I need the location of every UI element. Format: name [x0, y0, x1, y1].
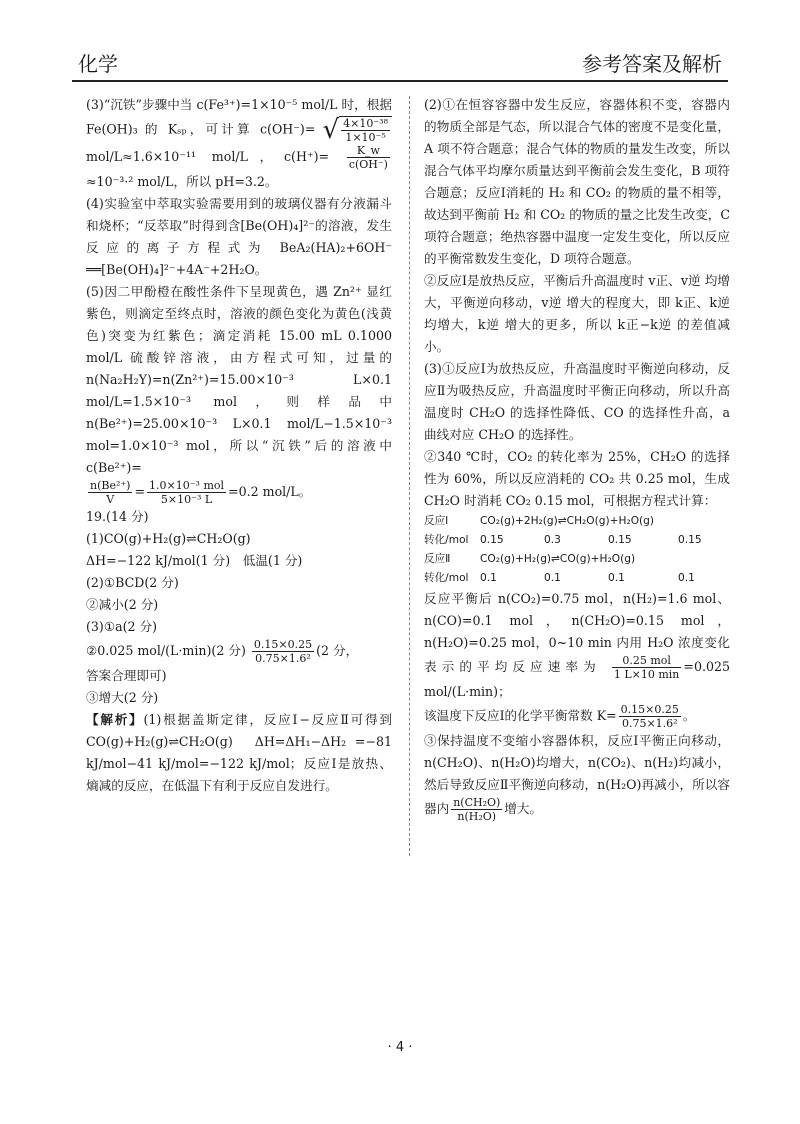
- answer-19-3b: [86, 638, 392, 665]
- table-cell: 0.15: [608, 534, 632, 546]
- text: (5)因二甲酚橙在酸性条件下呈现黄色，遇 Zn²⁺ 显红紫色，则滴定至终点时，溶液的颜色变化为黄色(浅黄色)突变为红紫色；滴定消耗 15.00 mL 0.1000 mol/L 硫酸锌溶液，由方程式可知，过量的 n(Na₂H₂Y)=n(Zn²⁺)=15.00×10⁻³ L×0.1 mol/L=1.5×10⁻³ mol，则样品中 n(Be²⁺)=25.00×10⁻³ L×0.1 mol/L−1.5×10⁻³ mol=1.0×10⁻³ mol，所以“沉铁”后的溶液中 c(Be²⁺)=: [86, 284, 392, 475]
- reaction-table: [424, 512, 730, 588]
- text: ③保持温度不变缩小容器体积，反应Ⅰ平衡正向移动，n(CH₂O)、n(H₂O)均增大，n(CO₂)、n(H₂)均减小，然后导致反应Ⅱ平衡逆向移动，n(H₂O)再减小，所以容器内: [424, 733, 730, 816]
- fraction-denominator: 1 L×10 min: [613, 668, 680, 681]
- table-cell: 转化/mol: [424, 534, 469, 546]
- fraction-numerator: K_w: [347, 144, 390, 158]
- table-cell: 0.1: [678, 572, 695, 584]
- column-divider: [409, 96, 410, 856]
- text: ②0.025 mol/(L·min)(2 分): [86, 643, 246, 658]
- question-19-heading: 19.(14 分): [86, 509, 149, 524]
- fraction-denominator: V: [106, 493, 115, 506]
- fraction-denominator: 0.75×1.6²: [255, 652, 311, 665]
- text: mol/L≈1.6×10⁻¹¹ mol/L，c(H⁺)=: [86, 149, 330, 164]
- text: 反应平衡后 n(CO₂)=0.75 mol，n(H₂)=1.6 mol、n(CO)=0.1 mol，n(CH₂O)=0.15 mol，n(H₂O)=0.25 mol，0~10 min 内用 H₂O 浓度变化表示的平均反应速率为: [424, 591, 730, 674]
- table-cell: 反应Ⅱ: [424, 553, 451, 565]
- text: 增大。: [504, 801, 543, 816]
- answer-19-2: (2)①BCD(2 分): [86, 575, 179, 590]
- fraction-numerator: 1.0×10⁻³ mol: [149, 479, 225, 492]
- explanation-3-2-cont: [424, 588, 730, 703]
- sqrt-icon: √: [322, 115, 340, 145]
- table-cell: 0.1: [480, 572, 497, 584]
- explanation: [86, 709, 392, 797]
- sqrt-expression: [323, 116, 392, 144]
- table-row: [424, 512, 730, 531]
- answer-19-1b: ΔH=−122 kJ/mol(1 分) 低温(1 分): [86, 553, 303, 568]
- text: =0.2 mol/L。: [228, 484, 312, 499]
- explanation-2-2: ②反应Ⅰ是放热反应，平衡后升高温度时 v正、v逆 均增大，平衡逆向移动，v逆 增大的程度大，即 k正、k逆 均增大，k逆 增大的更多，所以 k正−k逆 的差值减小。: [424, 273, 730, 354]
- explanation-2-1: (2)①在恒容容器中发生反应，容器体积不变，容器内的物质全部是气态，所以混合气体的密度不是变化量，A 项不符合题意；混合气体的物质的量发生改变，所以混合气体平均摩尔质量达到平衡前会发生变化，B 项符合题意；反应Ⅰ消耗的 H₂ 和 CO₂ 的物质的量不相等，故达到平衡前 H₂ 和 CO₂ 的物质的量之比发生改变，C 项符合题意；绝热容器中温度一定发生变化，所以反应的平衡常数发生变化，D 项符合题意。: [424, 97, 730, 266]
- table-cell: 反应Ⅰ: [424, 515, 449, 527]
- text: 。: [682, 708, 696, 723]
- fraction-denominator: n(H₂O): [457, 810, 497, 823]
- answer-19-2b: ②减小(2 分): [86, 597, 159, 612]
- header-title: 参考答案及解析: [582, 52, 722, 76]
- text: (2 分，: [316, 643, 359, 658]
- text: (3)“沉铁”步骤中当 c(Fe³⁺)=1×10⁻⁵ mol/L 时，根据 Fe(OH)₃ 的 Kₛₚ，可计算 c(OH⁻)=: [86, 97, 392, 137]
- right-column: [424, 94, 730, 823]
- table-cell: 0.15: [678, 534, 702, 546]
- equilibrium-constant: [424, 703, 730, 730]
- fraction-numerator: 4×10⁻³⁸: [343, 117, 388, 130]
- answer-19-3b-note: 答案合理即可): [86, 668, 167, 683]
- fraction-denominator: c(OH⁻): [348, 158, 388, 171]
- left-column: [86, 94, 392, 797]
- table-cell: CO₂(g)+2H₂(g)⇌CH₂O(g)+H₂O(g): [480, 515, 655, 527]
- table-cell: 0.1: [608, 572, 625, 584]
- fraction-denominator: 5×10⁻³ L: [160, 493, 213, 506]
- fraction-numerator: 0.15×0.25: [620, 703, 679, 716]
- answer-part-3: [86, 94, 392, 193]
- table-row: [424, 531, 730, 550]
- answer-19-3: (3)①a(2 分): [86, 619, 158, 634]
- table-cell: 0.1: [544, 572, 561, 584]
- header-rule: [72, 80, 728, 82]
- text: 该温度下反应Ⅰ的化学平衡常数 K=: [424, 708, 617, 723]
- text: ≈10⁻³·² mol/L，所以 pH=3.2。: [86, 174, 278, 189]
- answer-part-4: (4)实验室中萃取实验需要用到的玻璃仪器有分液漏斗和烧杯；“反萃取”时得到含[Be(OH)₄]²⁻的溶液，发生反应的离子方程式为 BeA₂(HA)₂+6OH⁻ ══[Be(OH)₄]²⁻+4A⁻+2H₂O。: [86, 196, 392, 277]
- fraction-denominator: 1×10⁻⁵: [345, 131, 386, 144]
- explanation-tag: 【解析】: [86, 712, 144, 727]
- page-number: · 4 ·: [387, 1040, 413, 1055]
- answer-19-1: (1)CO(g)+H₂(g)⇌CH₂O(g): [86, 531, 251, 546]
- answer-part-5: (5)因二甲酚橙在酸性条件下呈现黄色，遇 Zn²⁺ 显红紫色，则滴定至终点时，溶液的颜色变化为黄色(浅黄色)突变为红紫色；滴定消耗 15.00 mL 0.1000 mol/L 硫酸锌溶液，由方程式可知，过量的 n(Na₂H₂Y)=n(Zn²⁺)=15.00×10⁻³ L×0.1 mol/L=1.5×10⁻³ mol，则样品中 n(Be²⁺)=25.00×10⁻³ L×0.1 mol/L−1.5×10⁻³ mol=1.0×10⁻³ mol，所以“沉铁”后的溶液中 c(Be²⁺)= $\frac{\text{n(Be²⁺)}}{V}$ = $\frac{\text{1.0×10⁻³ mol}}{\text{5×10⁻³ L}}$ =0.2 mol/L。: [86, 284, 392, 506]
- answer-19-3c: ③增大(2 分): [86, 690, 159, 705]
- explanation-3-2: ②340 ℃时，CO₂ 的转化率为 25%，CH₂O 的选择性为 60%，所以反应消耗的 CO₂ 共 0.25 mol，生成 CH₂O 时消耗 CO₂ 0.15 mol，可根据方程式计算：: [424, 449, 730, 508]
- explanation-3-1: (3)①反应Ⅰ为放热反应，升高温度时平衡逆向移动，反应Ⅱ为吸热反应，升高温度时平衡正向移动，所以升高温度时 CH₂O 的选择性降低、CO 的选择性升高，a 曲线对应 CH₂O 的选择性。: [424, 361, 730, 442]
- text: =0.025 mol/(L·min)；: [424, 659, 730, 699]
- fraction-denominator: 0.75×1.6²: [621, 717, 678, 730]
- table-cell: 0.15: [480, 534, 504, 546]
- explanation-3-3: [424, 730, 730, 823]
- table-row: [424, 550, 730, 569]
- fraction-numerator: n(CH₂O): [453, 796, 501, 809]
- text: (1)根据盖斯定律，反应Ⅰ−反应Ⅱ可得到 CO(g)+H₂(g)⇌CH₂O(g) ΔH=ΔH₁−ΔH₂ =−81 kJ/mol−41 kJ/mol=−122 kJ/mol；反应Ⅰ是放热、熵减的反应，在低温下有利于反应自发进行。: [86, 712, 392, 793]
- fraction-numerator: 0.25 mol: [612, 654, 682, 668]
- table-cell: CO₂(g)+H₂(g)⇌CO(g)+H₂O(g): [480, 553, 636, 565]
- fraction-numerator: n(Be²⁺): [90, 479, 131, 492]
- header-subject: 化学: [78, 52, 118, 76]
- table-cell: 转化/mol: [424, 572, 469, 584]
- fraction-numerator: 0.15×0.25: [253, 638, 313, 651]
- table-cell: 0.3: [544, 534, 561, 546]
- table-row: [424, 569, 730, 588]
